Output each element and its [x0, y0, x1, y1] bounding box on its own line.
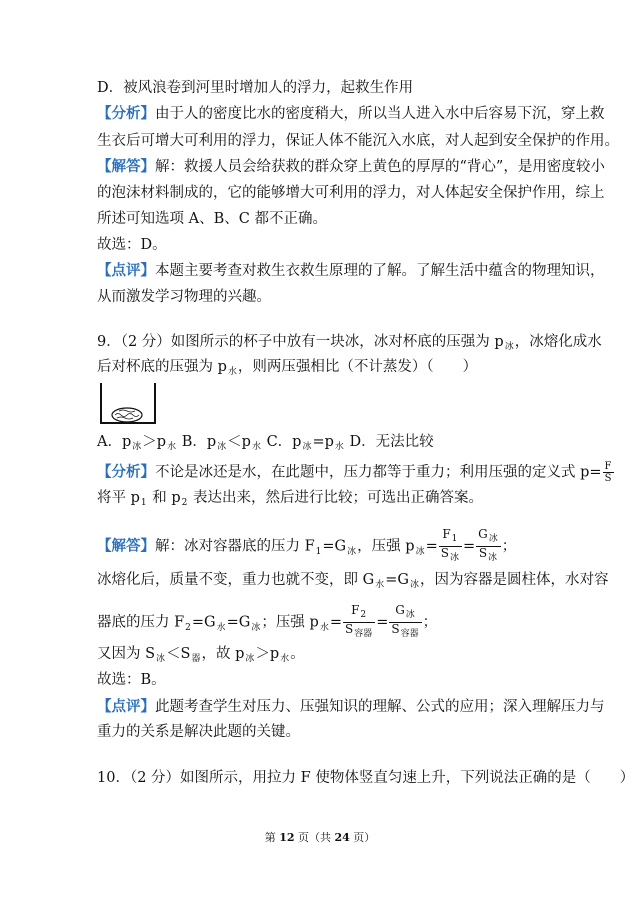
cup-with-ice-figure [97, 382, 159, 426]
text: 此题考查学生对压力、压强知识的理解、公式的应用；深入理解压力与 [155, 699, 605, 715]
text: 由于人的密度比水的密度稍大，所以当人进入水中后容易下沉，穿上救 [155, 106, 605, 122]
text: ＞p [142, 434, 167, 450]
subscript: 1 [315, 546, 322, 557]
analysis-tag: 【分析】 [97, 463, 155, 481]
text: 页（共 [294, 831, 335, 844]
text: 10．（2 分）如图所示，用拉力 F 使物体竖直匀速上升，下列说法正确的是（ ） [97, 770, 635, 786]
numerator [389, 604, 421, 623]
subscript: 冰 [156, 654, 166, 664]
pressure-formula-fraction [603, 461, 614, 484]
page-footer [0, 829, 640, 845]
choice-line [97, 235, 167, 255]
ice-pressure-fraction-1 [439, 528, 462, 565]
text: ，压强 p [357, 538, 415, 555]
text: 又因为 S [97, 646, 156, 662]
subscript: 水 [334, 442, 344, 452]
subscript: 冰 [409, 580, 419, 590]
text: ＜S [166, 646, 191, 662]
analysis-line [97, 104, 605, 124]
text: S [440, 546, 449, 560]
subscript: 水 [216, 622, 226, 633]
text: 和 p [147, 490, 181, 506]
text: 故选：B。 [97, 672, 166, 688]
subscript: 水 [251, 442, 261, 452]
text: 第 [264, 831, 280, 844]
subscript: 冰 [449, 553, 459, 563]
text: 重力的关系是解决此题的关键。 [97, 724, 300, 740]
answer-line [97, 157, 605, 177]
subscript: 冰 [488, 534, 498, 544]
q9-answer-line-3 [97, 603, 438, 639]
text: S [344, 622, 354, 636]
option-d-line [97, 78, 413, 98]
subscript: 1 [451, 534, 458, 544]
subscript: 冰 [504, 342, 514, 352]
text: S [478, 546, 488, 560]
text: F [442, 527, 451, 541]
total-pages: 24 [334, 831, 350, 844]
answer-tag: 【解答】 [97, 537, 155, 555]
text: 页） [349, 831, 376, 844]
denominator [343, 623, 375, 641]
text: 从而激发学习物理的兴趣。 [97, 289, 271, 305]
text: 的泡沫材料制成的，它的能够增大可利用的浮力，对人体起安全保护作用，综上 [97, 185, 605, 201]
text: 。 [290, 646, 305, 662]
subscript: 冰 [245, 654, 255, 664]
answer-line-2 [97, 183, 605, 203]
q9-answer-line-1 [97, 527, 517, 563]
comment-line-2 [97, 287, 271, 307]
q9-analysis-line-2 [97, 488, 483, 508]
numerator [439, 528, 462, 547]
text: ，则两压强相比（不计蒸发）（ ） [237, 359, 478, 375]
q9-options-line [97, 432, 434, 452]
subscript: 容器 [400, 629, 419, 639]
subscript: 水 [280, 654, 290, 664]
text: ； [501, 538, 517, 555]
comment-line [97, 261, 605, 281]
page-number: 12 [279, 831, 295, 844]
text: 9．（2 分）如图所示的杯子中放有一块冰，冰对杯底的压强为 p [97, 334, 504, 350]
text: = [425, 538, 438, 555]
denominator: S [604, 473, 612, 484]
subscript: 冰 [217, 442, 227, 452]
numerator [343, 604, 375, 623]
option-c: C．p [266, 434, 302, 450]
subscript: 冰 [347, 546, 357, 557]
text: =G [385, 572, 409, 588]
text: ＜p [227, 434, 251, 450]
q9-answer-line-2 [97, 570, 608, 590]
subscript: 冰 [415, 546, 425, 557]
text: 冰熔化后，质量不变，重力也就不变，即 G [97, 572, 375, 588]
text: G [395, 603, 405, 617]
text: 后对杯底的压强为 p [97, 359, 227, 375]
q10-stem-line [97, 768, 634, 788]
denominator [389, 623, 421, 641]
q9-choice-line [97, 670, 166, 690]
numerator [476, 528, 501, 547]
text: 不论是冰还是水，在此题中，压力都等于重力；利用压强的定义式 p= [155, 464, 602, 481]
text: =G [226, 614, 251, 631]
comment-tag: 【点评】 [97, 262, 155, 279]
text: = [462, 538, 476, 555]
subscript: 2 [360, 610, 367, 620]
subscript: 水 [375, 580, 385, 590]
text: G [478, 527, 488, 541]
text: 所述可知选项 A、B、C 都不正确。 [97, 211, 327, 227]
text: 器底的压力 F [97, 614, 185, 631]
text: S [391, 622, 400, 636]
analysis-tag: 【分析】 [97, 105, 155, 122]
text: 故选：D。 [97, 237, 167, 253]
text: 解：救援人员会给获救的群众穿上黄色的厚厚的“背心”，是用密度较小 [155, 159, 605, 175]
text: =p [312, 434, 334, 450]
text: =G [322, 538, 347, 555]
text: =G [191, 614, 216, 631]
text: = [329, 614, 342, 631]
subscript: 水 [319, 622, 329, 633]
subscript: 1 [140, 498, 147, 508]
denominator [476, 547, 501, 565]
text: 解：冰对容器底的压力 F [155, 538, 315, 555]
numerator: F [604, 461, 612, 472]
text: 表达出来，然后进行比较；可选出正确答案。 [188, 490, 483, 506]
subscript: 冰 [488, 553, 498, 563]
q9-stem-line-1 [97, 332, 602, 352]
q9-analysis-line [97, 461, 615, 484]
text: ；压强 p [261, 614, 319, 631]
subscript: 冰 [251, 622, 261, 633]
subscript: 冰 [405, 610, 415, 620]
option-b: B．p [181, 434, 217, 450]
text: 将平 p [97, 490, 140, 506]
text: ，因为容器是圆柱体，水对容 [419, 572, 609, 588]
option-d: D．无法比较 [349, 434, 434, 450]
text: ，冰熔化成水 [514, 334, 602, 350]
text: 本题主要考查对救生衣救生原理的了解。了解生活中蕴含的物理知识， [155, 263, 605, 279]
q9-stem-line-2 [97, 357, 477, 377]
text: F [351, 603, 360, 617]
text: D．被风浪卷到河里时增加人的浮力，起救生作用 [97, 80, 414, 96]
ice-pressure-fraction-2 [476, 528, 501, 565]
subscript: 器 [191, 654, 201, 664]
answer-tag: 【解答】 [97, 158, 155, 175]
comment-tag: 【点评】 [97, 698, 155, 715]
text: ＞p [255, 646, 280, 662]
water-pressure-fraction-1 [343, 604, 375, 641]
subscript: 2 [181, 498, 188, 508]
subscript: 水 [167, 442, 177, 452]
q9-answer-line-4 [97, 644, 305, 664]
text: = [376, 614, 389, 631]
water-pressure-fraction-2 [389, 604, 421, 641]
text: ，故 p [201, 646, 245, 662]
analysis-line-2 [97, 131, 619, 151]
q9-comment-line-2 [97, 722, 300, 742]
subscript: 冰 [302, 442, 312, 452]
q9-comment-line [97, 697, 605, 717]
text: 生衣后可增大可利用的浮力，保证人体不能沉入水底，对人起到安全保护的作用。 [97, 133, 619, 149]
subscript: 容器 [354, 629, 373, 639]
option-a: A．p [97, 434, 132, 450]
subscript: 2 [185, 622, 191, 633]
answer-line-3 [97, 209, 327, 229]
text: ； [422, 614, 438, 631]
denominator [439, 547, 462, 565]
subscript: 水 [227, 367, 237, 377]
subscript: 冰 [132, 442, 142, 452]
